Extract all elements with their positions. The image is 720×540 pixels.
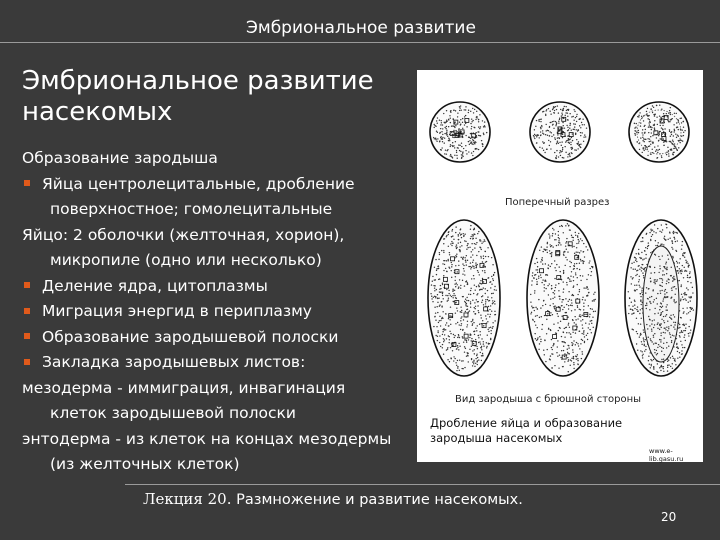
slide-header — [0, 0, 720, 44]
body-line — [22, 223, 402, 249]
embryo-figure — [417, 70, 703, 462]
figure-caption-line: зародыша насекомых — [430, 431, 563, 445]
footer-topic: Размножение и развитие насекомых. — [231, 492, 523, 508]
body-text: (из желточных клеток) — [50, 455, 240, 473]
page-number: 20 — [661, 510, 677, 524]
caption-cross-section: Поперечный разрез — [505, 197, 610, 208]
body-text: Образование зародыша — [22, 149, 218, 167]
slide-title-line: Эмбриональное развитие — [22, 66, 374, 96]
body-text: Яйцо: 2 оболочки (желточная, хорион), — [22, 225, 345, 244]
body-line — [22, 248, 402, 274]
figure-caption — [430, 416, 622, 446]
caption-ventral-view: Вид зародыша с брюшной стороны — [455, 394, 642, 405]
body-line — [22, 376, 402, 402]
body-text: мезодерма - иммиграция, инвагинация — [22, 378, 346, 397]
bullet-square-icon — [24, 333, 30, 339]
figure-source: www.e-lib.gasu.ru — [649, 447, 684, 463]
footer-divider — [125, 484, 720, 485]
body-line — [22, 197, 402, 223]
body-text: поверхностное; гомолецитальные — [50, 200, 333, 218]
body-text: Образование зародышевой полоски — [42, 327, 339, 346]
body-line — [22, 452, 402, 478]
body-line — [22, 401, 402, 427]
header-divider — [0, 42, 720, 43]
body-text: Миграция энергид в периплазму — [42, 302, 312, 320]
bullet-square-icon — [24, 308, 30, 314]
bullet-item — [22, 172, 402, 198]
figure-caption-line: Дробление яйца и образование — [430, 416, 623, 430]
header-title: Эмбриональное развитие — [246, 18, 476, 38]
bullet-item — [22, 325, 402, 351]
slide-title — [22, 66, 374, 128]
bullet-square-icon — [24, 282, 30, 288]
bullet-square-icon — [24, 180, 30, 186]
slide-footer — [143, 490, 523, 508]
bullet-item — [22, 299, 402, 325]
body-text: микропиле (одно или несколько) — [50, 251, 322, 269]
footer-lecture: Лекция 20. — [143, 490, 232, 508]
body-line — [22, 146, 402, 172]
body-text: энтодерма - из клеток на концах мезодермы — [22, 429, 392, 448]
body-text: Закладка зародышевых листов: — [42, 353, 306, 371]
slide-body — [22, 146, 402, 478]
body-text: Яйца центролецитальные, дробление — [42, 174, 355, 193]
bullet-item — [22, 274, 402, 300]
body-line — [22, 427, 402, 453]
bullet-square-icon — [24, 359, 30, 365]
body-text: клеток зародышевой полоски — [50, 404, 296, 422]
bullet-item — [22, 350, 402, 376]
slide-title-line: насекомых — [22, 97, 173, 127]
body-text: Деление ядра, цитоплазмы — [42, 276, 268, 295]
